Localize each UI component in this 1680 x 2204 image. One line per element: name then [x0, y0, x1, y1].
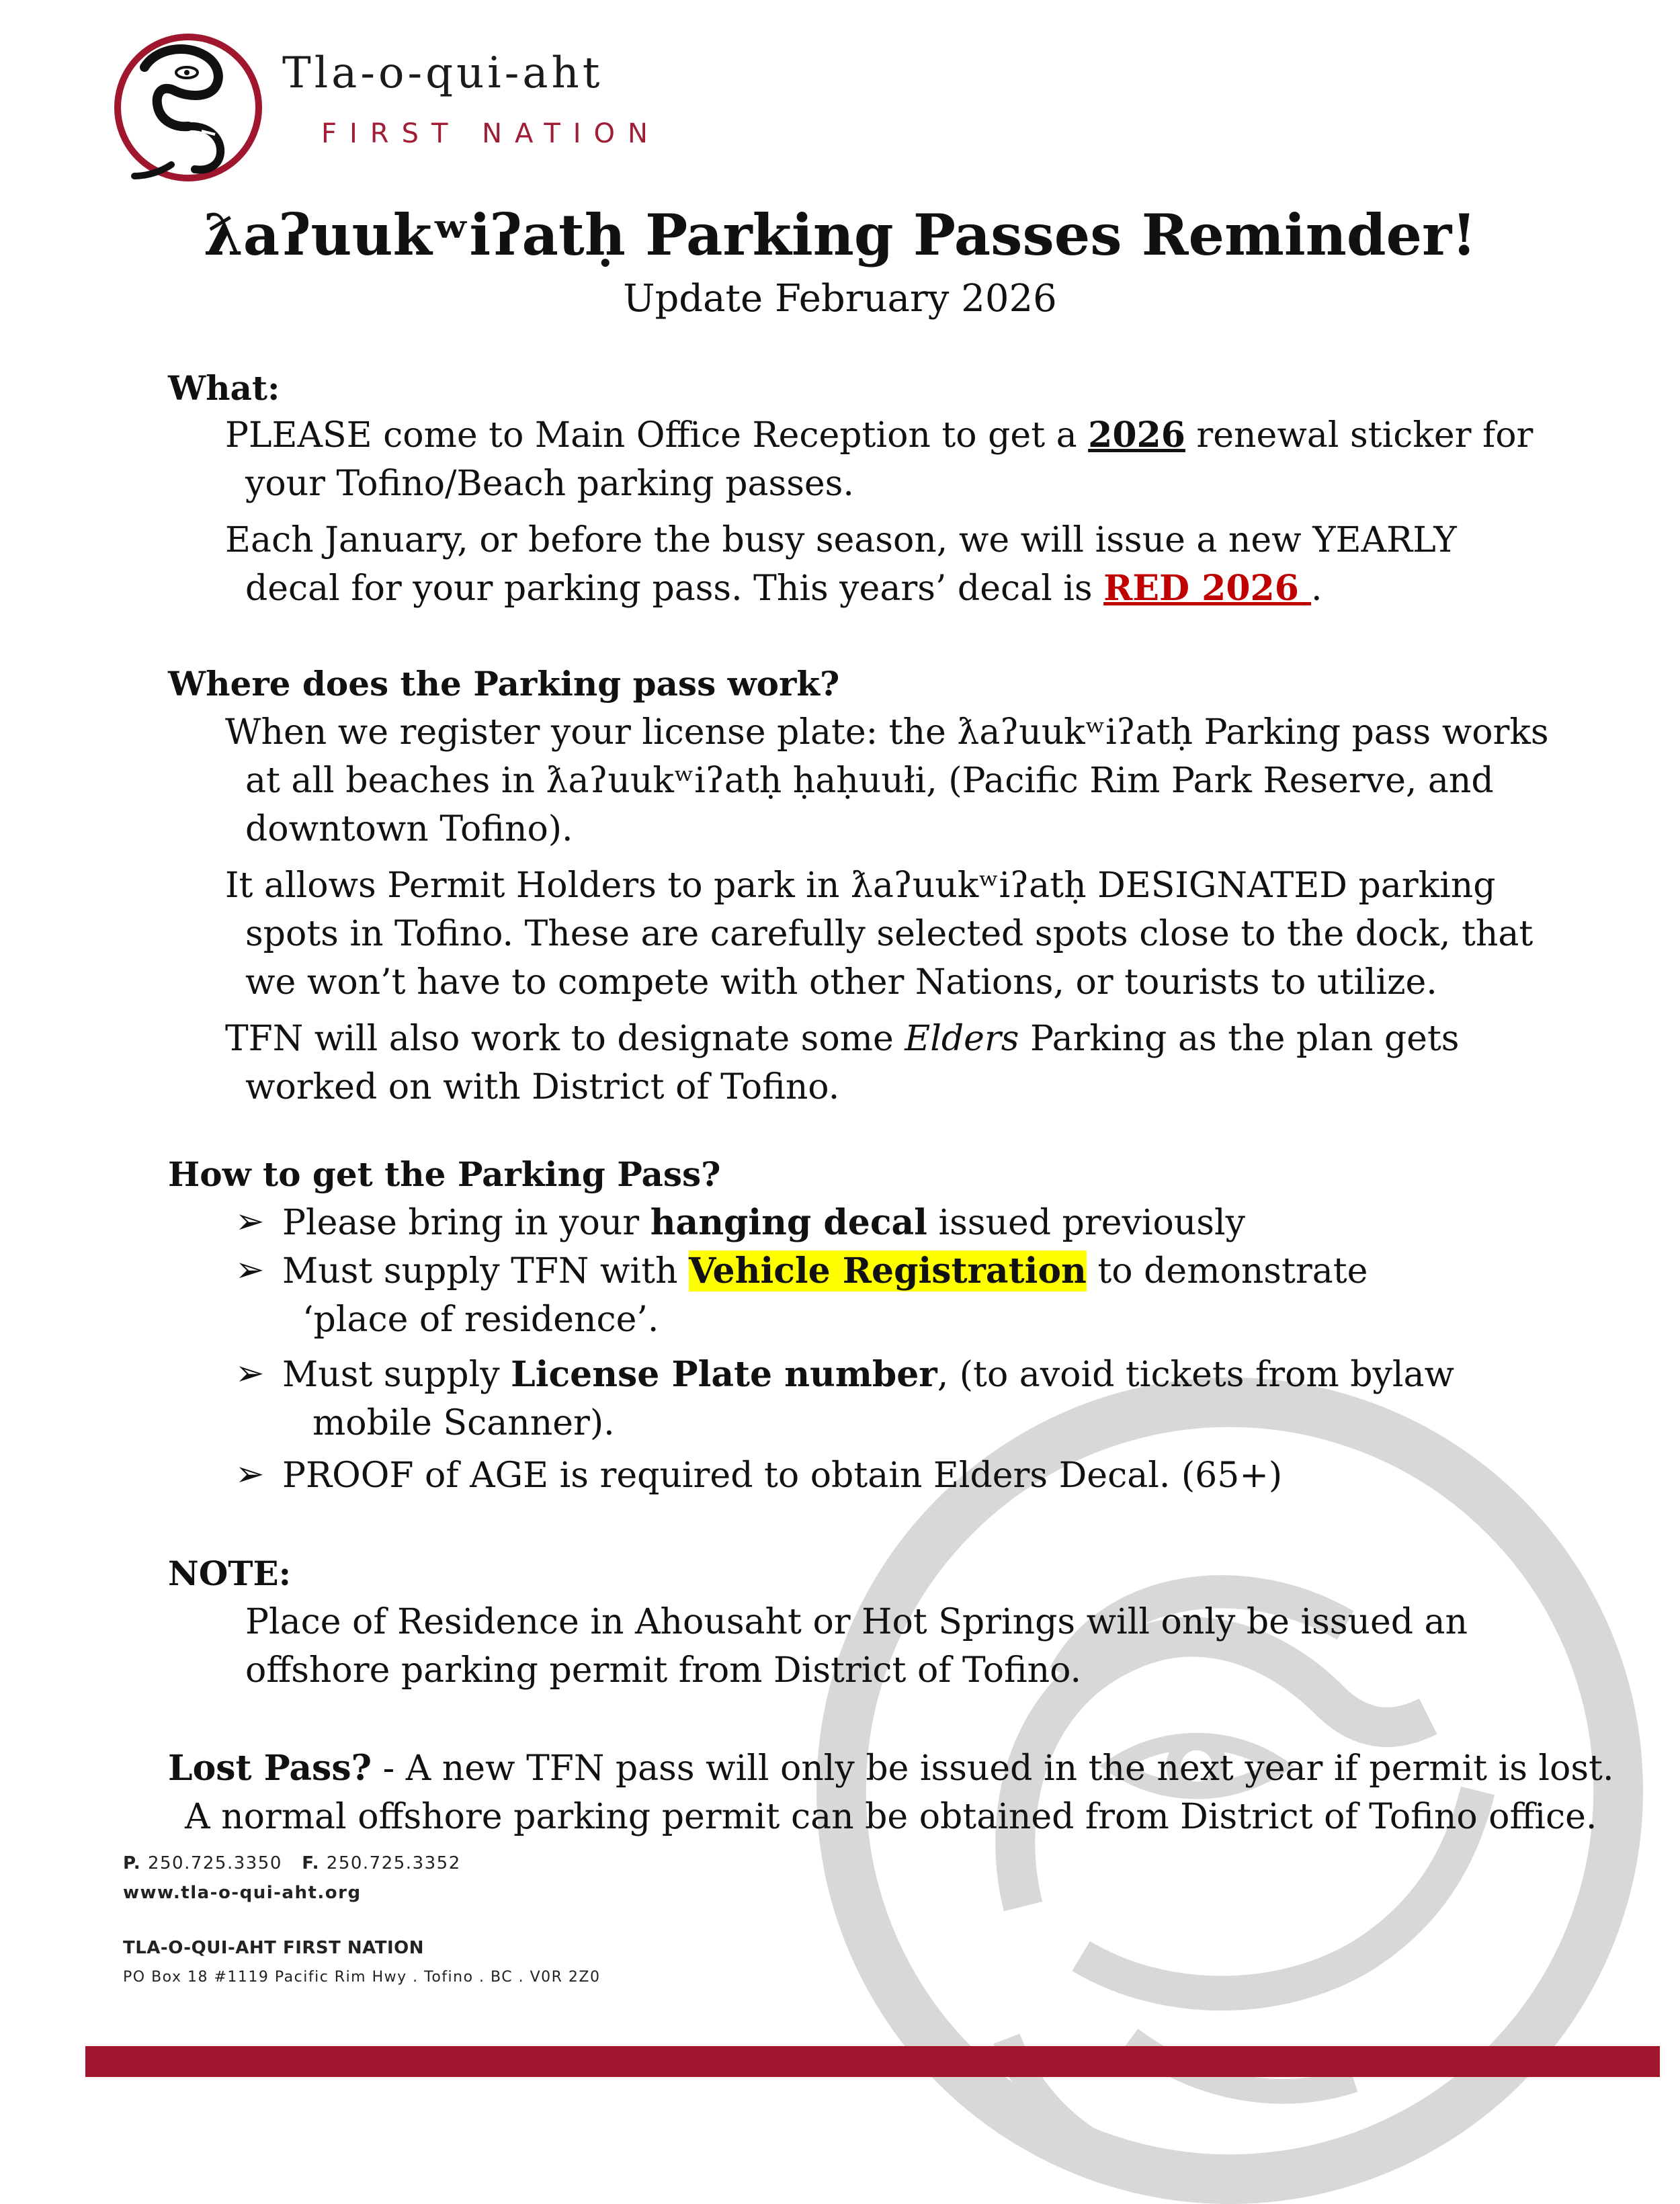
lost-line-2: A normal offshore parking permit can be obtained from District of Tofino office. — [185, 1797, 1597, 1837]
how-bullet-3 — [282, 1351, 1454, 1399]
arrowhead-bullet-icon: ➢ — [235, 1353, 265, 1394]
where-para-2-line-1: It allows Permit Holders to park in ƛaʔuukʷiʔatḥ DESIGNATED parking — [225, 865, 1496, 906]
arrowhead-bullet-icon: ➢ — [235, 1454, 265, 1494]
footer-org-name: TLA-O-QUI-AHT FIRST NATION — [123, 1938, 425, 1958]
where-para-3-line-2: worked on with District of Tofino. — [245, 1067, 840, 1107]
what-text: PLEASE come to Main Office Reception to get a — [225, 415, 1089, 456]
how-bullet-2 — [282, 1247, 1368, 1296]
lost-heading: Lost Pass? — [168, 1748, 372, 1789]
arrowhead-bullet-icon: ➢ — [235, 1201, 265, 1242]
what-para-2-line-1: Each January, or before the busy season, we will issue a new YEARLY — [225, 520, 1457, 560]
what-para-1-line-1 — [225, 411, 1533, 460]
page-title: ƛaʔuukʷiʔatḥ Parking Passes Reminder! — [203, 202, 1477, 268]
how-bullet-3-line-2: mobile Scanner). — [312, 1403, 615, 1443]
hanging-decal-emphasis: hanging decal — [650, 1202, 927, 1243]
renewal-year: 2026 — [1088, 415, 1185, 456]
where-para-2-line-3: we won’t have to compete with other Nations, or tourists to utilize. — [245, 962, 1437, 1003]
how-text: , (to avoid tickets from bylaw — [937, 1355, 1455, 1395]
how-text: Must supply TFN with — [282, 1251, 689, 1291]
what-para-2-line-2 — [245, 564, 1322, 613]
where-para-1-line-3: downtown Tofino). — [245, 809, 573, 849]
how-text: to demonstrate — [1086, 1251, 1368, 1291]
phone: 250.725.3350 — [147, 1853, 282, 1873]
phone-label: P. — [123, 1853, 142, 1873]
how-bullet-1 — [282, 1199, 1245, 1247]
lost-text: - A new TFN pass will only be issued in the next year if permit is lost. — [372, 1748, 1614, 1789]
serpent-logo-icon — [108, 27, 276, 188]
decal-color: RED 2026 — [1103, 568, 1312, 609]
how-text: issued previously — [927, 1203, 1245, 1243]
how-heading: How to get the Parking Pass? — [168, 1154, 721, 1194]
footer-bar — [85, 2046, 1660, 2077]
arrowhead-bullet-icon: ➢ — [235, 1250, 265, 1290]
website-link[interactable]: www.tla-o-qui-aht.org — [123, 1883, 362, 1903]
what-para-1-line-2: your Tofino/Beach parking passes. — [245, 464, 854, 504]
what-heading: What: — [168, 368, 280, 408]
how-bullet-4: PROOF of AGE is required to obtain Elders Decal. (65+) — [282, 1455, 1283, 1496]
vehicle-registration-highlight: Vehicle Registration — [688, 1251, 1087, 1291]
note-line-2: offshore parking permit from District of Tofino. — [245, 1650, 1082, 1691]
how-text: Please bring in your — [282, 1203, 650, 1243]
contact-phone-fax — [123, 1853, 461, 1873]
page-subtitle: Update February 2026 — [623, 277, 1057, 321]
elders-emphasis: Elders — [905, 1019, 1019, 1059]
how-text: Must supply — [282, 1355, 511, 1395]
what-text: . — [1311, 568, 1322, 609]
where-para-1-line-2: at all beaches in ƛaʔuukʷiʔatḥ ḥaḥuułi, (Pacific Rim Park Reserve, and — [245, 761, 1494, 801]
where-para-2-line-2: spots in Tofino. These are carefully selected spots close to the dock, that — [245, 914, 1534, 954]
how-bullet-2-line-2: ‘place of residence’. — [302, 1300, 659, 1340]
lost-line-1 — [168, 1744, 1613, 1793]
org-subtitle: FIRST NATION — [321, 118, 661, 149]
org-name: Tla-o-qui-aht — [282, 48, 603, 98]
note-line-1: Place of Residence in Ahousaht or Hot Springs will only be issued an — [245, 1602, 1468, 1642]
what-text: decal for your parking pass. This years’ decal is — [245, 568, 1104, 609]
where-para-1-line-1: When we register your license plate: the ƛaʔuukʷiʔatḥ Parking pass works — [225, 712, 1549, 753]
footer-address: PO Box 18 #1119 Pacific Rim Hwy . Tofino . BC . V0R 2Z0 — [123, 1969, 601, 1986]
where-heading: Where does the Parking pass work? — [168, 664, 840, 704]
fax-label: F. — [302, 1853, 321, 1873]
license-plate-emphasis: License Plate number — [511, 1354, 937, 1395]
where-text: TFN will also work to designate some — [225, 1019, 905, 1059]
note-heading: NOTE: — [168, 1554, 292, 1593]
what-text: renewal sticker for — [1185, 415, 1534, 456]
fax: 250.725.3352 — [326, 1853, 461, 1873]
where-text: Parking as the plan gets — [1019, 1019, 1460, 1059]
where-para-3-line-1 — [225, 1015, 1459, 1063]
